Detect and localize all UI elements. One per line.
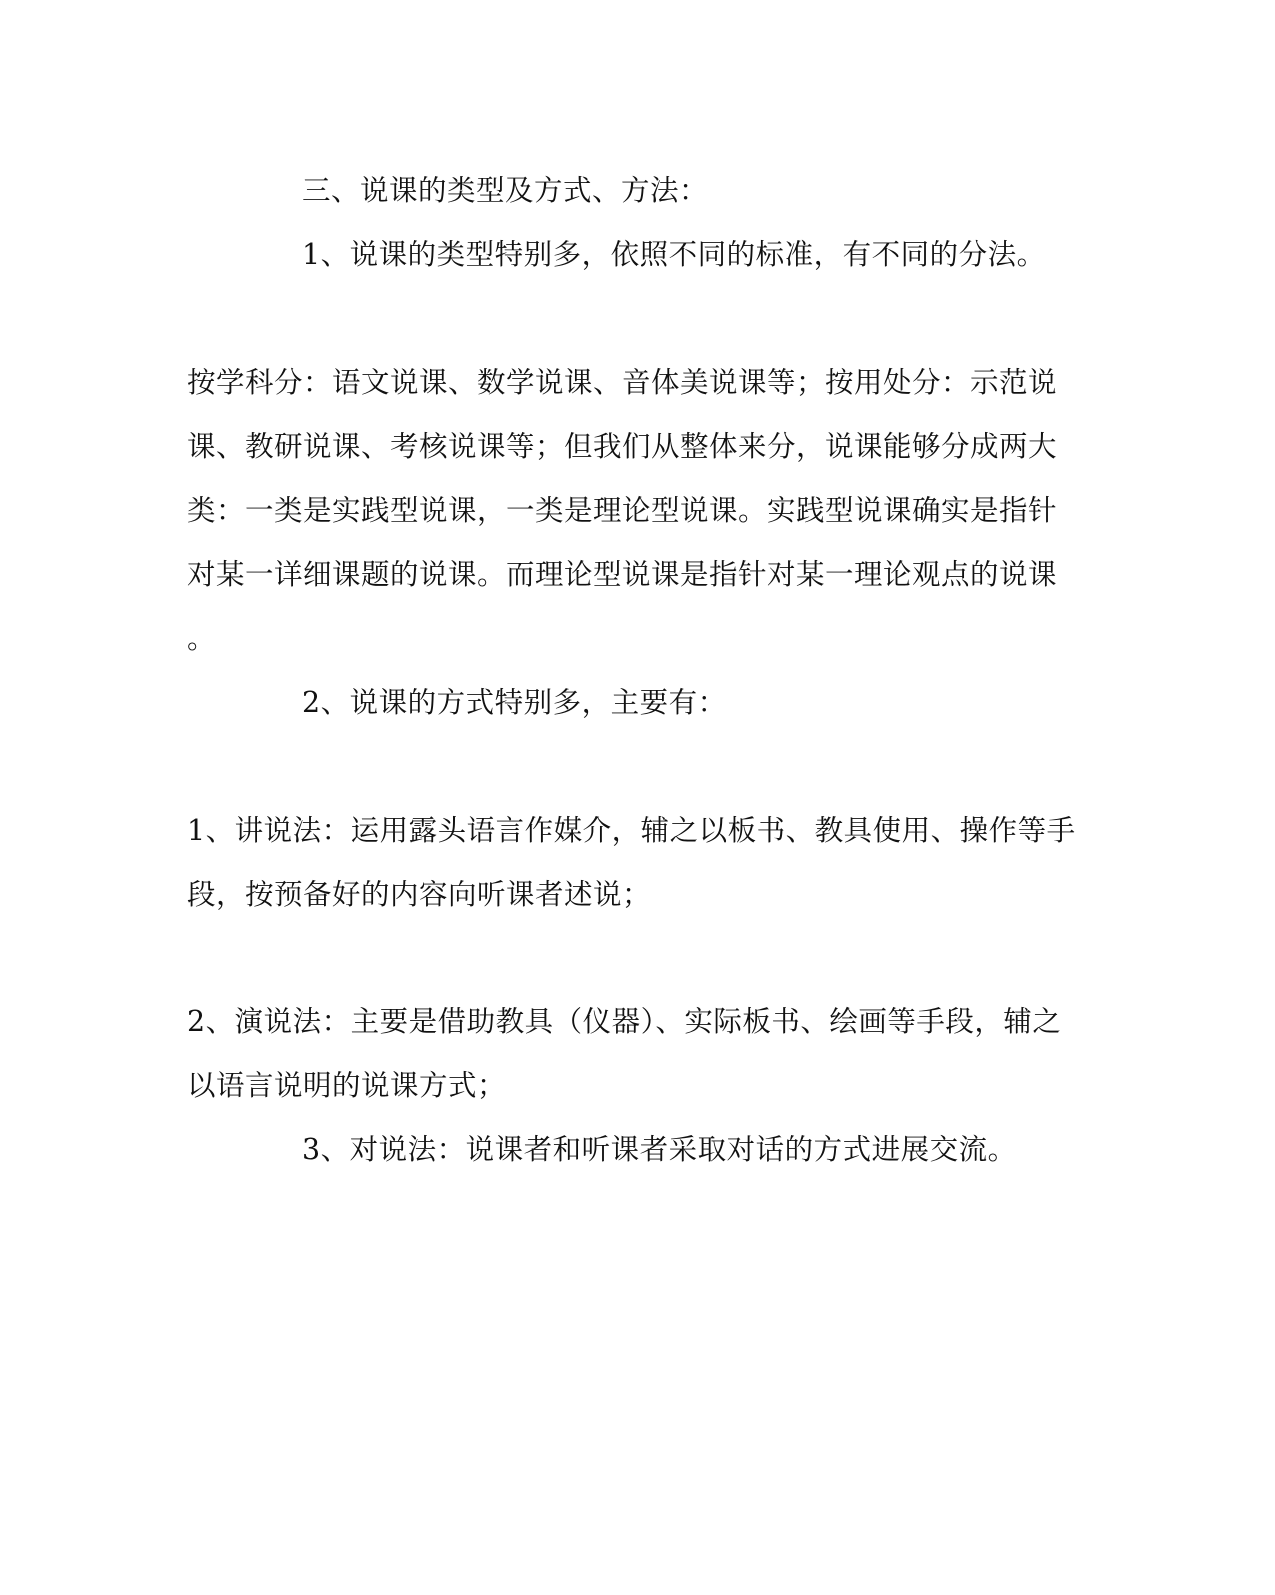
method-line: 以语言说明的说课方式；	[187, 1069, 507, 1102]
item-1-heading: 1、说课的类型特别多，依照不同的标准，有不同的分法。	[302, 238, 1046, 271]
paragraph-line: 。	[187, 622, 217, 655]
item-2-heading: 2、说课的方式特别多，主要有：	[302, 686, 727, 719]
section-heading: 三、说课的类型及方式、方法：	[302, 174, 709, 207]
paragraph-line: 类：一类是实践型说课，一类是理论型说课。实践型说课确实是指针	[187, 494, 1058, 527]
paragraph-line: 按学科分：语文说课、数学说课、音体美说课等；按用处分：示范说	[187, 366, 1058, 399]
method-line: 2、演说法：主要是借助教具（仪器）、实际板书、绘画等手段，辅之	[187, 1005, 1062, 1038]
paragraph-line: 对某一详细课题的说课。而理论型说课是指针对某一理论观点的说课	[187, 558, 1058, 591]
method-line: 段，按预备好的内容向听课者述说；	[187, 878, 652, 911]
method-3: 3、对说法：说课者和听课者采取对话的方式进展交流。	[302, 1133, 1017, 1166]
method-line: 1、讲说法：运用露头语言作媒介，辅之以板书、教具使用、操作等手	[187, 814, 1076, 847]
paragraph-line: 课、教研说课、考核说课等；但我们从整体来分，说课能够分成两大	[187, 430, 1058, 463]
